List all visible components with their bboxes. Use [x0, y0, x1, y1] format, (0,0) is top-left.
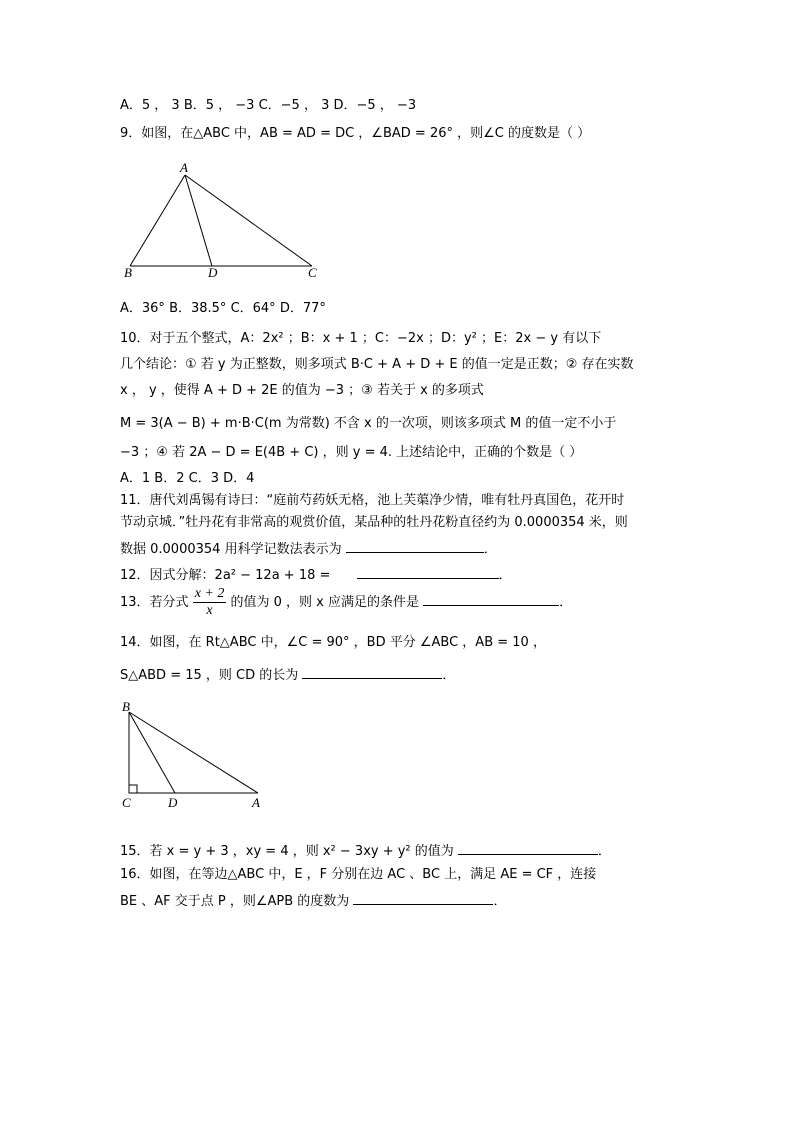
q14-label-b: B [122, 699, 130, 714]
q11-line-2: 节动京城．”牡丹花有非常高的观赏价值，某品种的牡丹花粉直径约为 0.0000354 米，则 [120, 515, 628, 530]
q11-line-3-text: 数据 0.0000354 用科学记数法表示为 [120, 542, 342, 557]
q10-line-2: 几个结论：① 若 y 为正整数，则多项式 B·C + A + D + E 的值一定是正数；② 存在实数 [120, 357, 634, 372]
q11-answer-blank[interactable] [346, 538, 484, 553]
q13-answer-blank[interactable] [423, 591, 559, 606]
q14-label-d: D [168, 795, 178, 810]
q10-line-5: −3 ；④ 若 2A − D = E(4B + C) ，则 y = 4. 上述结论中，正确的个数是（ ） [120, 445, 583, 460]
q14-answer-blank[interactable] [302, 664, 442, 679]
q14-label-a: A [252, 795, 260, 810]
q14-line-1: 14．如图，在 Rt△ABC 中，∠C = 90° ，BD 平分 ∠ABC ，AB = 10 ， [120, 635, 546, 650]
q9-segment-ad [185, 175, 212, 266]
q11-line-1: 11．唐代刘禹锡有诗曰：“庭前芍药妖无格，池上芙蕖净少情，唯有牡丹真国色，花开时 [120, 493, 625, 508]
q8-options: A．5 ， 3 B．5 ， −3 C．−5 ， 3 D．−5 ， −3 [120, 98, 417, 113]
q9-side-ac [185, 175, 312, 266]
q12-line: 12．因式分解：2a² − 12a + 18 = ． [120, 564, 512, 585]
q14-side-ab [129, 712, 258, 793]
q9-side-ab [130, 175, 185, 266]
q12-answer-blank[interactable] [357, 564, 499, 579]
q9-question: 9．如图，在△ABC 中，AB = AD = DC ，∠BAD = 26° ，则∠C 的度数是（ ） [120, 126, 591, 141]
q13-numerator: x + 2 [194, 586, 225, 601]
q12-text: 12．因式分解：2a² − 12a + 18 = [120, 568, 331, 583]
q13-text-after: 的值为 0 ，则 x 应满足的条件是 [230, 595, 419, 610]
q11-line-3: 数据 0.0000354 用科学记数法表示为 ． [120, 538, 497, 559]
q14-line-2-text: S△ABD = 15 ，则 CD 的长为 [120, 668, 299, 683]
q15-text: 15．若 x = y + 3 ，xy = 4 ，则 x² − 3xy + y² 的值为 [120, 844, 454, 859]
q14-line-2: S△ABD = 15 ，则 CD 的长为 ． [120, 664, 455, 685]
q9-label-c: C [308, 265, 317, 280]
q10-line-3: x ， y ，使得 A + D + 2E 的值为 −3 ；③ 若关于 x 的多项式 [120, 383, 484, 398]
q9-options: A．36° B．38.5° C．64° D．77° [120, 301, 326, 316]
q9-label-a: A [180, 160, 188, 175]
q16-line-2: BE 、AF 交于点 P ，则∠APB 的度数为 ． [120, 890, 506, 911]
q13-denominator: x [206, 603, 213, 618]
q13-line: 13．若分式 $\frac{x + 2}{x}$ 的值为 0 ，则 x 应满足的条件是 ． [120, 586, 573, 618]
q14-label-c: C [122, 795, 131, 810]
q16-line-1: 16．如图，在等边△ABC 中，E ，F 分别在边 AC 、BC 上，满足 AE = CF ，连接 [120, 867, 597, 882]
q13-text-before: 13．若分式 [120, 595, 189, 610]
q14-right-triangle-figure [118, 698, 278, 814]
q9-label-b: B [124, 265, 132, 280]
q10-line-1: 10．对于五个整式，A：2x² ；B：x + 1 ；C：−2x ；D：y² ；E：2x − y 有以下 [120, 331, 602, 346]
q9-label-d: D [208, 265, 218, 280]
q15-answer-blank[interactable] [458, 840, 598, 855]
q13-fraction [193, 586, 227, 619]
q16-line-2-text: BE 、AF 交于点 P ，则∠APB 的度数为 [120, 894, 350, 909]
q16-answer-blank[interactable] [353, 890, 493, 905]
q9-triangle-figure [120, 160, 330, 280]
q10-line-4: M = 3(A − B) + m·B·C(m 为常数) 不含 x 的一次项，则该多项式 M 的值一定不小于 [120, 416, 617, 431]
q14-segment-bd [129, 712, 175, 793]
q14-right-angle-mark [129, 785, 137, 793]
q10-options: A．1 B．2 C．3 D．4 [120, 471, 255, 486]
q15-line: 15．若 x = y + 3 ，xy = 4 ，则 x² − 3xy + y² 的值为 ． [120, 840, 611, 861]
